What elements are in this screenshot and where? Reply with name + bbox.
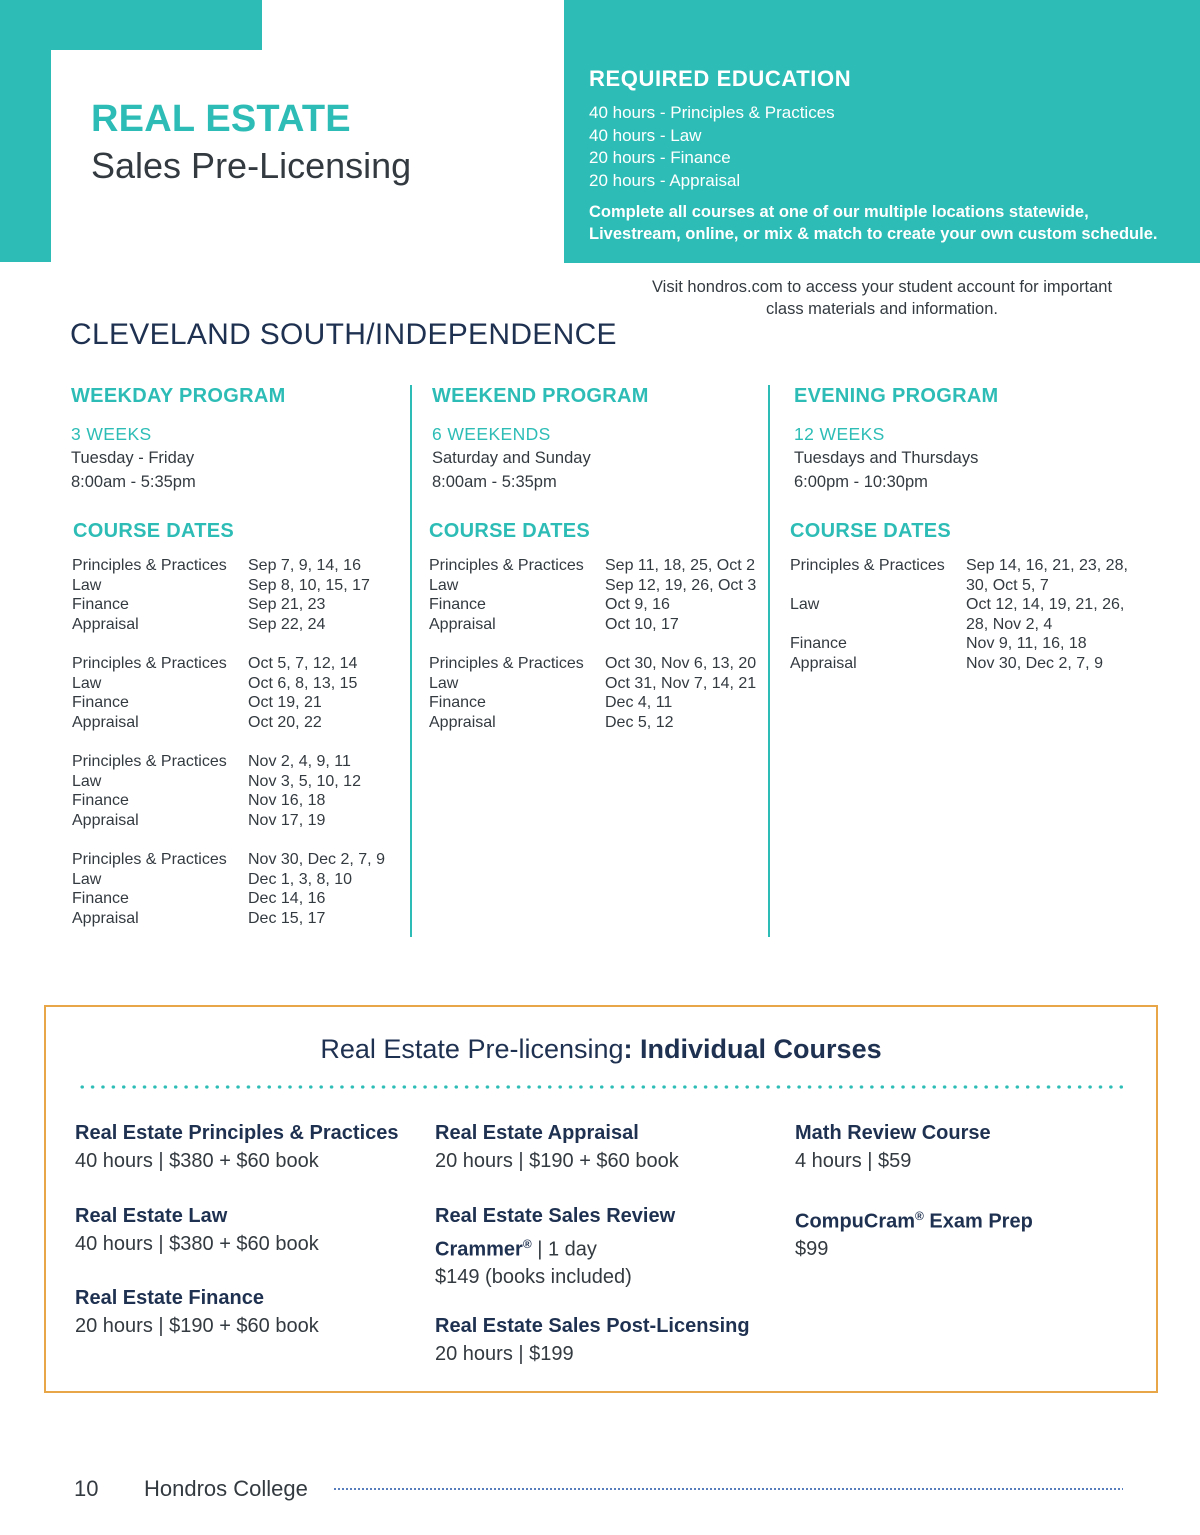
course-name-part: Crammer (435, 1238, 523, 1261)
course-date-row (429, 576, 756, 596)
course-dates: Nov 17, 19 (248, 811, 326, 829)
note-line: Complete all courses at one of our multiple locations statewide, (589, 203, 1089, 221)
course-item (75, 1203, 319, 1258)
course-dates: Dec 15, 17 (248, 909, 326, 927)
program-duration: 12 WEEKS (794, 424, 885, 444)
course-name: Finance (72, 596, 129, 614)
course-dates: Nov 9, 11, 16, 18 (966, 635, 1087, 653)
course-name: Principles & Practices (429, 654, 584, 672)
course-detail: $99 (795, 1238, 829, 1261)
course-name: Principles & Practices (72, 752, 227, 770)
course-date-row (72, 870, 385, 890)
course-name: Finance (429, 596, 486, 614)
course-name: Principles & Practices (790, 557, 945, 574)
dotted-divider (77, 1084, 1126, 1090)
course-date-row (72, 654, 385, 674)
course-date-row (72, 693, 385, 713)
course-name: Appraisal (72, 615, 139, 633)
course-date-row (429, 674, 756, 694)
course-dates: Nov 16, 18 (248, 792, 326, 810)
course-dates-weekday (72, 556, 385, 948)
course-date-row (72, 674, 385, 694)
course-date-row (790, 595, 1128, 615)
course-name: Real Estate Law (75, 1205, 228, 1227)
course-item (75, 1285, 319, 1340)
course-date-row (429, 713, 756, 733)
course-dates: Dec 4, 11 (605, 694, 673, 712)
course-name: Finance (429, 694, 486, 712)
course-dates: Nov 3, 5, 10, 12 (248, 772, 361, 790)
course-name: Law (72, 576, 102, 594)
course-dates-evening (790, 556, 1128, 693)
course-name: Law (429, 674, 459, 692)
location-heading: CLEVELAND SOUTH/INDEPENDENCE (70, 318, 617, 351)
course-name: Law (429, 576, 459, 594)
course-dates: Oct 20, 22 (248, 713, 322, 731)
course-date-row (72, 811, 385, 831)
course-detail: 40 hours | $380 + $60 book (75, 1232, 319, 1255)
course-date-row (72, 889, 385, 909)
course-date-row (429, 595, 756, 615)
course-name: Principles & Practices (72, 654, 227, 672)
course-dates-title: COURSE DATES (790, 520, 952, 542)
program-days: Saturday and Sunday (432, 449, 591, 467)
title-bold: Individual Courses (640, 1034, 882, 1064)
course-duration: | 1 day (531, 1238, 597, 1261)
visit-notice (612, 276, 1152, 320)
column-divider (768, 385, 770, 937)
course-date-row (72, 772, 385, 792)
course-detail: 20 hours | $190 + $60 book (435, 1149, 679, 1172)
course-name: Law (790, 596, 820, 614)
course-dates: Oct 9, 16 (605, 596, 670, 614)
course-name: Real Estate Finance (75, 1287, 264, 1309)
program-days: Tuesday - Friday (71, 449, 195, 467)
course-date-row (72, 850, 385, 870)
course-detail: $149 (books included) (435, 1265, 632, 1288)
program-column-weekday (71, 382, 411, 542)
course-item (435, 1120, 679, 1175)
page-number: 10 (74, 1476, 99, 1501)
program-hours: 8:00am - 5:35pm (432, 473, 557, 491)
course-dates-title: COURSE DATES (73, 520, 235, 542)
course-name: CompuCram (795, 1210, 916, 1233)
course-detail: 20 hours | $190 + $60 book (75, 1314, 319, 1337)
course-name: Real Estate Sales Review (435, 1205, 676, 1227)
course-dates: Sep 22, 24 (248, 615, 326, 633)
course-name (790, 576, 966, 596)
course-dates: Nov 30, Dec 2, 7, 9 (248, 850, 385, 868)
required-education-item: 20 hours - Appraisal (589, 170, 741, 190)
course-name: Principles & Practices (72, 557, 227, 574)
course-name: Finance (72, 890, 129, 908)
course-name-line (795, 1203, 1033, 1236)
course-date-group (429, 654, 756, 732)
course-item (75, 1120, 399, 1175)
individual-courses-box (44, 1005, 1158, 1393)
course-name: Math Review Course (795, 1122, 991, 1144)
course-name: Law (72, 772, 102, 790)
course-dates: Oct 6, 8, 13, 15 (248, 674, 358, 692)
course-name: Law (72, 870, 102, 888)
course-detail: 20 hours | $199 (435, 1342, 574, 1365)
required-education-title: REQUIRED EDUCATION (589, 66, 852, 91)
course-name: Principles & Practices (72, 850, 227, 868)
program-title: WEEKDAY PROGRAM (71, 385, 286, 407)
course-name: Law (72, 674, 102, 692)
course-dates-title: COURSE DATES (429, 520, 591, 542)
course-date-row (790, 556, 1128, 576)
course-dates: Oct 19, 21 (248, 694, 322, 712)
program-duration: 3 WEEKS (71, 424, 152, 444)
required-education-item: 20 hours - Finance (589, 148, 731, 167)
course-dates-weekend (429, 556, 756, 752)
course-dates: Nov 2, 4, 9, 11 (248, 752, 351, 770)
registered-mark: ® (522, 1236, 532, 1251)
required-education-note (589, 201, 1189, 245)
course-name: Principles & Practices (429, 557, 584, 574)
course-date-group (72, 654, 385, 732)
course-dates: Sep 11, 18, 25, Oct 2 (605, 557, 756, 574)
course-date-group (72, 752, 385, 830)
program-hours: 8:00am - 5:35pm (71, 473, 196, 491)
course-name: Appraisal (790, 654, 857, 672)
course-date-row (429, 615, 756, 635)
course-dates: Sep 14, 16, 21, 23, 28, (966, 557, 1128, 574)
column-divider (410, 385, 412, 937)
course-name: Real Estate Appraisal (435, 1122, 639, 1144)
course-date-row (429, 556, 756, 576)
course-item (435, 1203, 675, 1291)
program-hours: 6:00pm - 10:30pm (794, 473, 928, 491)
note-line: Livestream, online, or mix & match to create your own custom schedule. (589, 225, 1158, 243)
program-duration: 6 WEEKENDS (432, 424, 551, 444)
publisher-name: Hondros College (144, 1476, 308, 1501)
required-education-item: 40 hours - Law (589, 125, 702, 145)
course-name: Appraisal (72, 909, 139, 927)
course-dates: Dec 1, 3, 8, 10 (248, 870, 353, 888)
page-subtitle: Sales Pre-Licensing (91, 145, 412, 186)
course-detail: 40 hours | $380 + $60 book (75, 1149, 319, 1172)
course-date-row (72, 909, 385, 929)
course-dates: Oct 30, Nov 6, 13, 20 (605, 654, 757, 672)
course-date-group (429, 556, 756, 634)
individual-courses-title (46, 1034, 1156, 1065)
course-dates: Sep 12, 19, 26, Oct 3 (605, 576, 757, 594)
course-date-row (429, 693, 756, 713)
course-detail: 4 hours | $59 (795, 1149, 912, 1172)
required-education-item: 40 hours - Principles & Practices (589, 103, 835, 122)
course-name: Appraisal (72, 811, 139, 829)
course-dates: Dec 14, 16 (248, 890, 326, 908)
program-column-evening (790, 382, 1134, 542)
required-education-list (589, 102, 835, 192)
course-date-row (429, 654, 756, 674)
course-date-row (790, 654, 1128, 674)
course-dates: 30, Oct 5, 7 (966, 576, 1049, 594)
course-dates: 28, Nov 2, 4 (966, 615, 1053, 633)
program-title: EVENING PROGRAM (794, 385, 999, 407)
course-dates: Sep 8, 10, 15, 17 (248, 576, 370, 594)
course-dates: Dec 5, 12 (605, 713, 674, 731)
visit-line: Visit hondros.com to access your student account for important (651, 278, 1113, 296)
program-title: WEEKEND PROGRAM (432, 385, 649, 407)
course-dates: Oct 10, 17 (605, 615, 679, 633)
course-name: Appraisal (429, 615, 496, 633)
course-dates: Nov 30, Dec 2, 7, 9 (966, 654, 1103, 672)
course-item (795, 1120, 991, 1175)
program-column-weekend (429, 382, 772, 542)
course-name: Appraisal (429, 713, 496, 731)
course-date-row (72, 556, 385, 576)
course-name: Real Estate Principles & Practices (75, 1122, 399, 1144)
course-dates: Oct 12, 14, 19, 21, 26, (966, 596, 1125, 614)
title-prefix: Real Estate Pre-licensing (320, 1034, 624, 1064)
page-title: REAL ESTATE (91, 98, 351, 140)
visit-line: class materials and information. (765, 300, 998, 318)
course-dates: Oct 31, Nov 7, 14, 21 (605, 674, 757, 692)
program-days: Tuesdays and Thursdays (794, 449, 979, 467)
course-name: Finance (72, 792, 129, 810)
course-date-row (790, 615, 1128, 635)
course-date-group (72, 556, 385, 634)
course-dates: Oct 5, 7, 12, 14 (248, 654, 358, 672)
course-name: Finance (790, 635, 847, 653)
course-name (790, 615, 966, 635)
course-dates: Sep 7, 9, 14, 16 (248, 557, 361, 574)
course-date-row (790, 576, 1128, 596)
course-item (435, 1313, 750, 1368)
title-colon: : (623, 1034, 633, 1064)
course-item (795, 1203, 1033, 1264)
course-name: Finance (72, 694, 129, 712)
course-name: Appraisal (72, 713, 139, 731)
course-date-row (72, 791, 385, 811)
footer-dotted-rule (333, 1487, 1123, 1491)
course-date-group (790, 556, 1128, 674)
course-date-row (72, 576, 385, 596)
course-date-row (72, 595, 385, 615)
course-date-row (790, 634, 1128, 654)
course-date-row (72, 615, 385, 635)
registered-mark: ® (915, 1209, 924, 1223)
course-date-row (72, 752, 385, 772)
course-date-row (72, 713, 385, 733)
course-name: Real Estate Sales Post-Licensing (435, 1315, 750, 1337)
course-date-group (72, 850, 385, 928)
course-dates: Sep 21, 23 (248, 596, 326, 614)
course-name-line2 (435, 1231, 675, 1264)
course-name-suffix: Exam Prep (923, 1210, 1033, 1233)
